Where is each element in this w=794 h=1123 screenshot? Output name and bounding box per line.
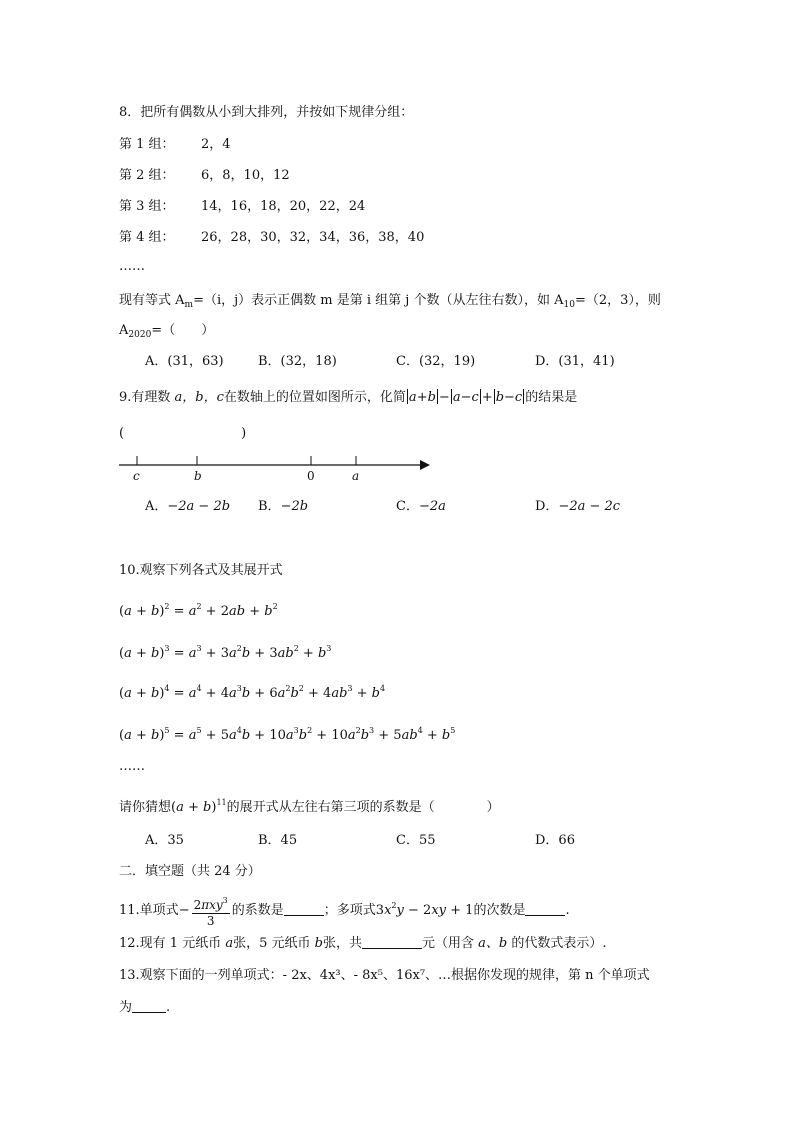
answer-blank[interactable]	[362, 936, 422, 949]
label-a: a	[352, 469, 360, 483]
text: 的结果是	[525, 390, 578, 405]
label: A．	[145, 499, 168, 514]
text: A	[119, 323, 129, 338]
answer-blank[interactable]	[132, 1000, 166, 1013]
subscript: 10	[563, 300, 575, 310]
text: ；多项式	[323, 903, 376, 918]
text: 的展开式从左往右第三项的系数是（ ）	[226, 800, 500, 815]
label: B．	[258, 499, 281, 514]
q8-group-2	[119, 167, 290, 185]
expansion-2: $(a + b)^2 = a^2 + 2ab + b^2$	[119, 602, 278, 619]
variable: b	[498, 936, 508, 951]
text: 为	[119, 1000, 133, 1015]
q10-option-b[interactable]: B．45	[258, 833, 298, 848]
expansion-3: $(a + b)^3 = a^3 + 3a^2b + 3ab^2 + b^3$	[119, 644, 332, 661]
q8-group-3	[119, 198, 365, 216]
expr: −2b	[280, 499, 309, 514]
variable: a、	[478, 936, 499, 951]
label: D．	[535, 499, 559, 514]
group-values: 14，16，18，20，22，24	[201, 199, 366, 214]
text: 元（用含	[422, 936, 479, 951]
q8-option-d[interactable]: D．(31，41)	[535, 354, 615, 369]
q11: 11.单项式− $\frac{2\pi xy^3}{3}$ 的系数是 ；多项式$3x^2y - 2xy + 1$的次数是 .	[119, 890, 570, 929]
expr: −2a	[418, 499, 446, 514]
q8-group-1	[119, 136, 231, 154]
group-label: 第 2 组：	[119, 168, 175, 183]
expr: −2a − 2b	[167, 499, 231, 514]
q9-stem	[119, 389, 577, 407]
label: C．	[396, 499, 419, 514]
answer-blank-2[interactable]	[525, 903, 565, 916]
q8-stem: 8．把所有偶数从小到大排列，并按如下规律分组：	[119, 105, 414, 120]
label-zero: 0	[307, 469, 315, 483]
q8-option-c[interactable]: C．(32，19)	[396, 354, 476, 369]
section-heading: 二．填空题（共 24 分）	[119, 864, 261, 879]
q8-option-a[interactable]: A．(31，63)	[145, 354, 224, 369]
group-values: 2，4	[201, 137, 231, 152]
q10-ellipsis: ……	[119, 759, 145, 774]
q10-question	[119, 794, 500, 817]
variables: a，b，c	[174, 390, 224, 405]
q9-option-b[interactable]	[258, 498, 308, 516]
text: 在数轴上的位置如图所示，化简	[223, 390, 406, 405]
text: 现有等式 A	[119, 293, 185, 308]
q10-option-c[interactable]: C．55	[396, 833, 436, 848]
group-label: 第 4 组：	[119, 230, 175, 245]
expansion-5: $(a + b)^5 = a^5 + 5a^4b + 10a^3b^2 + 10a^2b^3 + 5ab^4 + b^5$	[119, 726, 456, 743]
text: 张，共	[322, 936, 362, 951]
group-values: 26，28，30，32，34，36，38，40	[201, 230, 425, 245]
q12	[119, 935, 607, 953]
q9-option-a[interactable]	[145, 498, 230, 516]
text: =（i，j）表示正偶数 m 是第 i 组第 j 个数（从左往右数），如 A	[193, 293, 564, 308]
text: .	[166, 1000, 171, 1015]
text: 的次数是	[473, 903, 526, 918]
expansion-4: $(a + b)^4 = a^4 + 4a^3b + 6a^2b^2 + 4ab^3 + b^4$	[119, 684, 386, 701]
abs-expression: a+b − a−c + b−c	[408, 390, 523, 405]
text: 12.现有 1 元纸币	[119, 936, 226, 951]
q9-option-d[interactable]	[535, 498, 620, 516]
q8-ellipsis: ……	[119, 259, 145, 274]
q10-option-a[interactable]: A．35	[145, 833, 184, 848]
axis-arrow	[420, 460, 430, 470]
text: 的代数式表示）.	[507, 936, 607, 951]
power-expression: $(a + b)^{11}$	[171, 798, 227, 815]
subscript: 2020	[128, 330, 152, 340]
text: =（2，3），则	[574, 293, 661, 308]
text: 11.单项式	[119, 903, 179, 918]
group-label: 第 3 组：	[119, 199, 175, 214]
subscript: m	[184, 300, 194, 310]
q9-answer-paren: ( )	[119, 426, 247, 441]
q13-line-2	[119, 999, 170, 1017]
answer-blank-1[interactable]	[284, 903, 324, 916]
q8-line-1	[119, 292, 661, 314]
text: =（ ）	[151, 323, 215, 338]
variable: b	[314, 936, 323, 951]
text: 的系数是	[231, 903, 284, 918]
label-b: b	[194, 469, 202, 483]
q8-line-2	[119, 322, 214, 344]
q9-option-c[interactable]	[396, 498, 446, 516]
text: .	[565, 903, 570, 918]
label-c: c	[133, 469, 140, 483]
group-values: 6，8，10，12	[201, 168, 290, 183]
q13-line-1: 13.观察下面的一列单项式：- 2x、4x³、- 8x⁵、16x⁷、…根据你发现的规律，第 n 个单项式	[119, 968, 650, 983]
q10-option-d[interactable]: D．66	[535, 833, 575, 848]
text: 请你猜想	[119, 800, 172, 815]
expr: −2a − 2c	[558, 499, 621, 514]
q10-stem: 10.观察下列各式及其展开式	[119, 563, 283, 578]
q8-option-b[interactable]: B．(32，18)	[258, 354, 337, 369]
text: 9.有理数	[119, 390, 175, 405]
variable: a	[225, 936, 234, 951]
text: 张，5 元纸币	[233, 936, 315, 951]
q8-group-4	[119, 229, 424, 247]
fraction: $\frac{2\pi xy^3}{3}$	[192, 893, 230, 929]
group-label: 第 1 组：	[119, 137, 175, 152]
